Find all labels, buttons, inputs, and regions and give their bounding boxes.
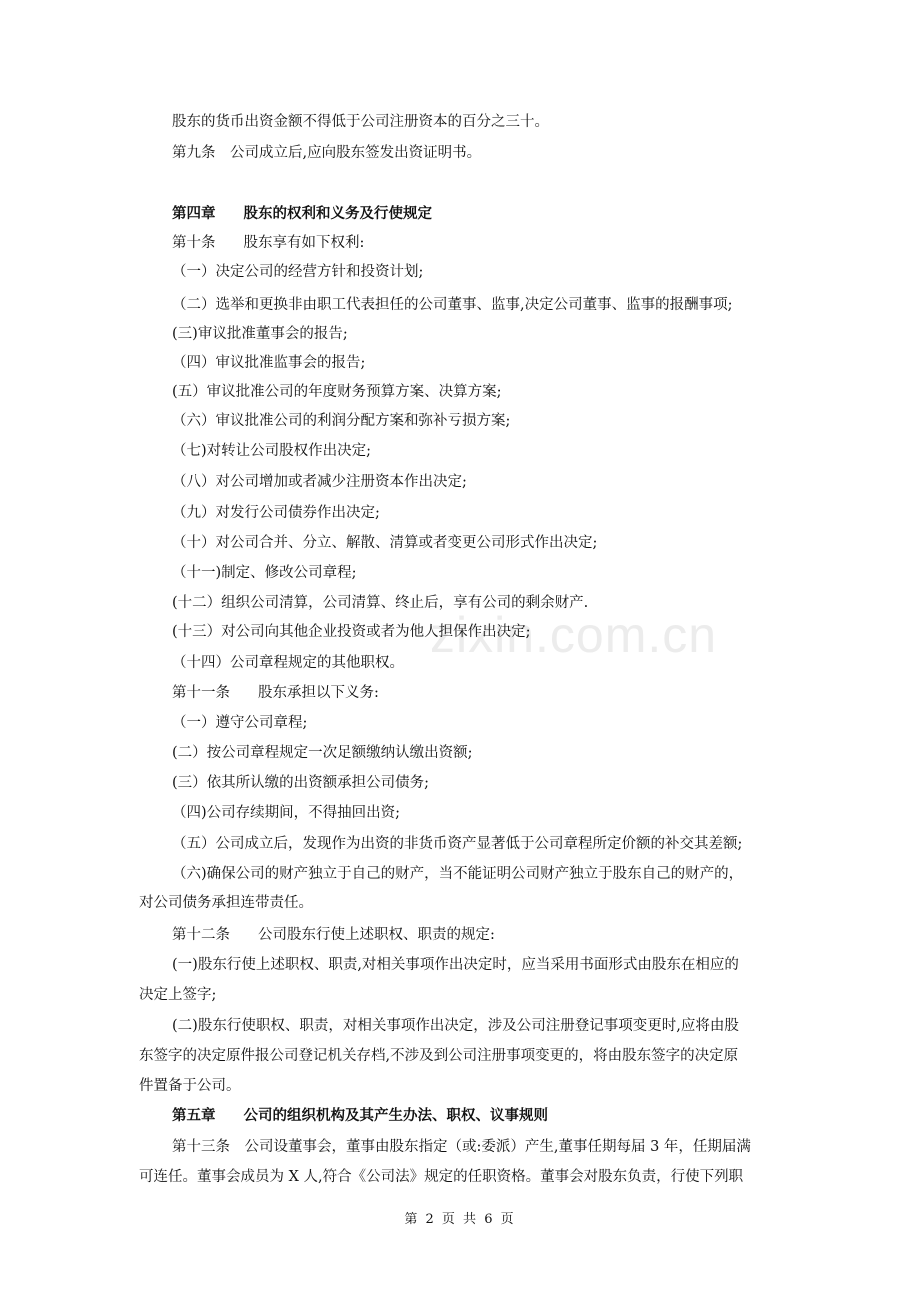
list-item: （四）审议批准监事会的报告; bbox=[172, 355, 366, 371]
text-line: 第九条 公司成立后,应向股东签发出资证明书。 bbox=[172, 145, 482, 161]
list-item: (十二）组织公司清算，公司清算、终止后，享有公司的剩余财产. bbox=[172, 595, 589, 611]
list-item: (二)股东行使职权、职责，对相关事项作出决定，涉及公司注册登记事项变更时,应将由股 bbox=[172, 1018, 739, 1034]
article-heading bbox=[172, 925, 495, 945]
list-item: （十四）公司章程规定的其他职权。 bbox=[172, 655, 404, 671]
text-line: 股东的货币出资金额不得低于公司注册资本的百分之三十。 bbox=[172, 114, 549, 130]
list-item: （二）选举和更换非由职工代表担任的公司董事、监事,决定公司董事、监事的报酬事项; bbox=[172, 297, 733, 313]
paragraph-continuation: 可连任。董事会成员为 X 人,符合《公司法》规定的任职资格。董事会对股东负责，行使下列职 bbox=[139, 1169, 744, 1185]
list-item: (五）审议批准公司的年度财务预算方案、决算方案; bbox=[172, 384, 502, 400]
chapter-heading bbox=[172, 1106, 548, 1126]
article-number: 第十二条 bbox=[172, 927, 230, 943]
chapter-title: 公司的组织机构及其产生办法、职权、议事规则 bbox=[243, 1107, 548, 1124]
chapter-title: 股东的权利和义务及行使规定 bbox=[243, 205, 432, 222]
list-item: （十一)制定、修改公司章程; bbox=[172, 565, 357, 581]
chapter-number: 第五章 bbox=[172, 1107, 216, 1124]
list-item: （四)公司存续期间，不得抽回出资; bbox=[172, 805, 401, 821]
list-item: （六)确保公司的财产独立于自己的财产，当不能证明公司财产独立于股东自己的财产的， bbox=[172, 866, 744, 882]
list-item: （八）对公司增加或者减少注册资本作出决定; bbox=[172, 474, 467, 490]
list-item: （一）决定公司的经营方针和投资计划; bbox=[172, 264, 424, 280]
list-item: （五）公司成立后，发现作为出资的非货币资产显著低于公司章程所定价额的补交其差额; bbox=[172, 836, 743, 852]
list-item: （九）对发行公司债券作出决定; bbox=[172, 505, 380, 521]
paragraph-continuation: 东签字的决定原件报公司登记机关存档,不涉及到公司注册事项变更的，将由股东签字的决定原 bbox=[139, 1048, 739, 1064]
article-text: 公司股东行使上述职权、职责的规定: bbox=[258, 927, 495, 943]
paragraph: 第十三条 公司设董事会，董事由股东指定（或:委派）产生,董事任期每届 3 年，任期届满 bbox=[172, 1139, 751, 1155]
chapter-heading bbox=[172, 204, 432, 224]
page-footer: 第 2 页 共 6 页 bbox=[404, 1212, 516, 1227]
paragraph-continuation: 对公司债务承担连带责任。 bbox=[139, 895, 313, 911]
article-number: 第十一条 bbox=[172, 685, 230, 701]
chapter-number: 第四章 bbox=[172, 205, 216, 222]
list-item: (二）按公司章程规定一次足额缴纳认缴出资额; bbox=[172, 745, 473, 761]
article-number: 第十条 bbox=[172, 235, 216, 251]
article-heading bbox=[172, 233, 364, 253]
list-item: （六）审议批准公司的利润分配方案和弥补亏损方案; bbox=[172, 413, 511, 429]
article-text: 股东承担以下义务: bbox=[258, 685, 379, 701]
list-item: （一）遵守公司章程; bbox=[172, 715, 308, 731]
list-item: （七)对转让公司股权作出决定; bbox=[172, 443, 372, 459]
watermark: zixin.com.cn bbox=[430, 607, 718, 663]
article-text: 股东享有如下权利: bbox=[243, 235, 365, 251]
paragraph-continuation: 件置备于公司。 bbox=[139, 1078, 241, 1094]
list-item: (三）依其所认缴的出资额承担公司债务; bbox=[172, 775, 430, 791]
list-item: （十）对公司合并、分立、解散、清算或者变更公司形式作出决定; bbox=[172, 535, 598, 551]
paragraph-continuation: 决定上签字; bbox=[139, 987, 217, 1003]
article-heading bbox=[172, 683, 379, 703]
list-item: (一)股东行使上述职权、职责,对相关事项作出决定时，应当采用书面形式由股东在相应的 bbox=[172, 957, 739, 973]
list-item: (十三）对公司向其他企业投资或者为他人担保作出决定; bbox=[172, 624, 531, 640]
list-item: (三)审议批准董事会的报告; bbox=[172, 326, 348, 342]
